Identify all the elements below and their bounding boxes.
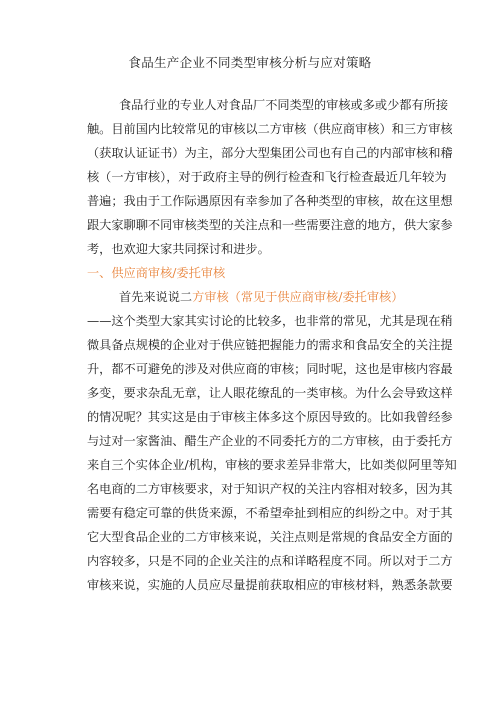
intro-line: 普遍；我由于工作际遇原因有幸参加了各种类型的审核，故在这里想 xyxy=(87,194,453,208)
intro-line: （获取认证证书）为主，部分大型集团公司也有自己的内部审核和稽 xyxy=(87,146,453,160)
body-line: 名电商的二方审核要求，对于知识产权的关注内容相对较多，因为其 xyxy=(87,482,453,496)
body-line: 需要有稳定可靠的供货来源，不希望牵扯到相应的纠纷之中。对于其 xyxy=(87,506,453,520)
section-lead-prefix: 首先来说说二 xyxy=(119,290,193,304)
body-line: 微具备点规模的企业对于供应链把握能力的需求和食品安全的关注提 xyxy=(87,338,453,352)
body-line: 与过对一家酱油、醋生产企业的不同委托方的二方审核，由于委托方 xyxy=(87,434,453,448)
document-title: 食品生产企业不同类型审核分析与应对策略 xyxy=(128,55,372,70)
intro-line: 触。目前国内比较常见的审核以二方审核（供应商审核）和三方审核 xyxy=(87,122,453,136)
body-line: 它大型食品企业的二方审核来说，关注点则是常规的食品安全方面的 xyxy=(87,530,453,544)
body-line: 内容较多，只是不同的企业关注的点和详略程度不同。所以对于二方 xyxy=(87,554,453,568)
body-line: 来自三个实体企业/机构，审核的要求差异非常大，比如类似阿里等知 xyxy=(87,458,457,472)
section-heading: 一、供应商审核/委托审核 xyxy=(87,266,226,280)
body-line: 升，都不可避免的涉及对供应商的审核；同时呢，这也是审核内容最 xyxy=(87,362,453,376)
intro-line: 核（一方审核），对于政府主导的例行检查和飞行检查最近几年较为 xyxy=(87,170,447,184)
intro-line: 食品行业的专业人对食品厂不同类型的审核或多或少都有所接 xyxy=(119,98,449,112)
body-line: 的情况呢？其实这是由于审核主体多这个原因导致的。比如我曾经参 xyxy=(87,410,453,424)
section-lead-highlight: 方审核（常见于供应商审核/委托审核） xyxy=(192,290,404,304)
body-line: ——这个类型大家其实讨论的比较多，也非常的常见，尤其是现在稍 xyxy=(87,314,453,328)
section-lead xyxy=(119,289,417,305)
body-line: 审核来说，实施的人员应尽量提前获取相应的审核材料，熟悉条款要 xyxy=(87,578,453,592)
intro-line: 跟大家聊聊不同审核类型的关注点和一些需要注意的地方，供大家参 xyxy=(87,218,453,232)
body-line: 多变，要求杂乱无章，让人眼花缭乱的一类审核。为什么会导致这样 xyxy=(87,386,453,400)
intro-line: 考，也欢迎大家共同探讨和进步。 xyxy=(87,242,270,256)
